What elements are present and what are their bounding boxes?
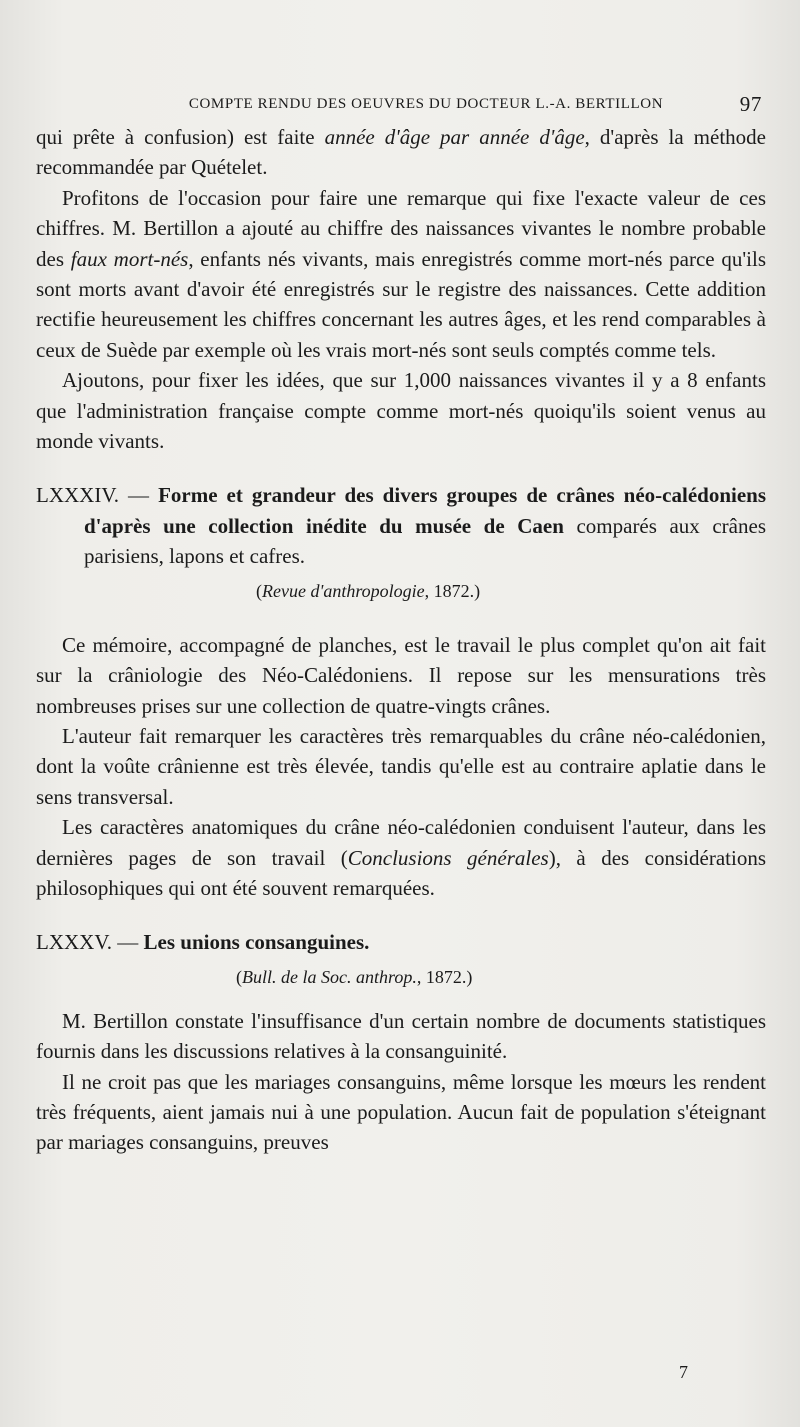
section-heading-lxxxiv: LXXXIV. — Forme et grandeur des divers groupes de crânes néo-calédoniens d'après une collection inédite du musée de Caen comparés aux crânes parisiens, lapons et cafres. <box>36 483 767 569</box>
paragraph: M. Bertillon constate l'insuffisance d'un certain nombre de documents statistiques fournis dans les discussions relatives à la consanguinité. <box>36 1008 766 1064</box>
paragraph: Il ne croit pas que les mariages consanguins, même lorsque les mœurs les rendent très fréquents, aient jamais nui à une population. Aucun fait de population s'éteignant par mariages consanguins, preuves <box>36 1069 766 1155</box>
signature-mark: 7 <box>679 1362 688 1382</box>
section-source-citation: (Bull. de la Soc. anthrop., 1872.) <box>236 966 473 987</box>
paragraph-continuation: qui prête à confusion) est faite année d'âge par année d'âge, d'après la méthode recommandée par Quételet. <box>36 125 766 180</box>
paragraph: Profitons de l'occasion pour faire une remarque qui fixe l'exacte valeur de ces chiffres. M. Bertillon a ajouté au chiffre des naissances vivantes le nombre probable des faux mort-nés, enfants nés vivants, mais enregistrés comme mort-nés parce qu'ils sont morts avant d'avoir été enregistrés sur le registre des naissances. Cette addition rectifie heureusement les chiffres concernant les autres âges, et les rend comparables à ceux de Suède par exemple où les vrais mort-nés sont seuls comptés comme tels. <box>36 185 766 362</box>
page-number: 97 <box>739 92 762 116</box>
running-title: COMPTE RENDU DES OEUVRES DU DOCTEUR L.-A. BERTILLON <box>188 96 664 112</box>
running-header <box>36 88 766 122</box>
paragraph: L'auteur fait remarquer les caractères très remarquables du crâne néo-calédonien, dont la voûte crânienne est très élevée, tandis qu'elle est au contraire aplatie dans le sens transversal. <box>36 723 766 809</box>
section-source-citation: (Revue d'anthropologie, 1872.) <box>256 580 481 601</box>
section-heading-lxxxv: LXXXV. — Les unions consanguines. <box>36 930 370 955</box>
paragraph: Les caractères anatomiques du crâne néo-calédonien conduisent l'auteur, dans les dernières pages de son travail (Conclusions générales), à des considérations philosophiques qui ont été souvent remarquées. <box>36 815 766 900</box>
paragraph: Ce mémoire, accompagné de planches, est le travail le plus complet qu'on ait fait sur la crâniologie des Néo-Calédoniens. Il repose sur les mensurations très nombreuses prises sur une collection de quatre-vingts crânes. <box>36 632 766 718</box>
paragraph: Ajoutons, pour fixer les idées, que sur 1,000 naissances vivantes il y a 8 enfants que l'administration française compte comme mort-nés quoiqu'ils soient venus au monde vivants. <box>36 368 766 454</box>
